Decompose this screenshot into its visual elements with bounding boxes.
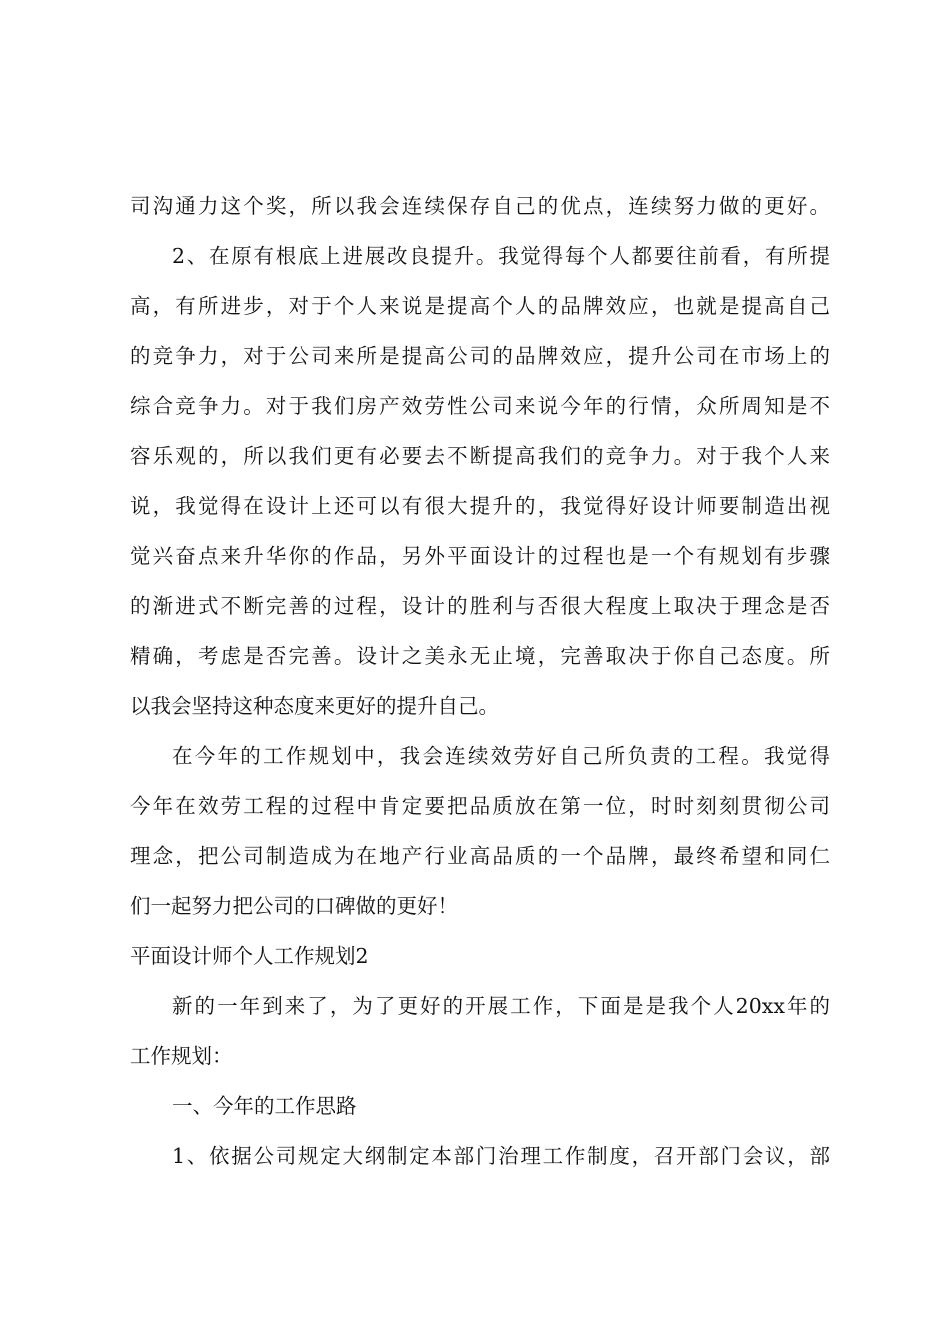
text-line: 工作规划： (130, 1044, 233, 1068)
text-line: 的竞争力，对于公司来所是提高公司的品牌效应，提升公司在市场上的 (130, 344, 830, 368)
subsection-heading: 一、今年的工作思路 (172, 1094, 357, 1118)
text-line: 觉兴奋点来升华你的作品，另外平面设计的过程也是一个有规划有步骤 (130, 544, 830, 568)
text-line: 今年在效劳工程的过程中肯定要把品质放在第一位，时时刻刻贯彻公司 (130, 794, 830, 818)
text-line: 以我会坚持这种态度来更好的提升自己。 (130, 694, 499, 718)
text-line: 容乐观的，所以我们更有必要去不断提高我们的竞争力。对于我个人来 (130, 444, 830, 468)
section-heading: 平面设计师个人工作规划2 (130, 944, 369, 968)
text-line: 1、依据公司规定大纲制定本部门治理工作制度，召开部门会议，部 (172, 1144, 830, 1168)
text-line: 们一起努力把公司的口碑做的更好！ (130, 894, 458, 918)
text-line: 说，我觉得在设计上还可以有很大提升的，我觉得好设计师要制造出视 (130, 494, 830, 518)
text-line: 精确，考虑是否完善。设计之美永无止境，完善取决于你自己态度。所 (130, 644, 830, 668)
text-line: 理念，把公司制造成为在地产行业高品质的一个品牌，最终希望和同仁 (130, 844, 830, 868)
text-line: 新的一年到来了，为了更好的开展工作，下面是是我个人20xx年的 (172, 994, 830, 1018)
text-line: 综合竞争力。对于我们房产效劳性公司来说今年的行情，众所周知是不 (130, 394, 830, 418)
text-line: 的渐进式不断完善的过程，设计的胜利与否很大程度上取决于理念是否 (130, 594, 830, 618)
text-line: 高，有所进步，对于个人来说是提高个人的品牌效应，也就是提高自己 (130, 294, 830, 318)
text-line: 司沟通力这个奖，所以我会连续保存自己的优点，连续努力做的更好。 (130, 194, 830, 218)
text-line: 2、在原有根底上进展改良提升。我觉得每个人都要往前看，有所提 (172, 244, 830, 268)
text-line: 在今年的工作规划中，我会连续效劳好自己所负责的工程。我觉得 (172, 744, 830, 768)
